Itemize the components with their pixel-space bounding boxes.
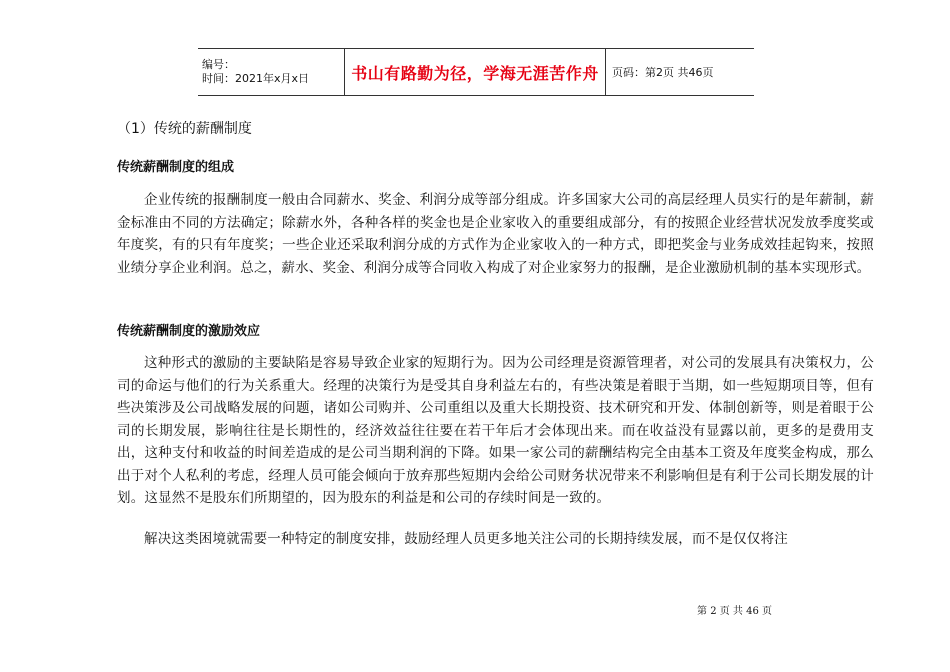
page-header — [198, 48, 754, 96]
document-number-label: 编号： — [202, 58, 235, 71]
header-meta — [198, 49, 345, 96]
header-page-info: 页码：第2页 共46页 — [606, 49, 755, 96]
composition-heading: 传统薪酬制度的组成 — [117, 160, 235, 175]
section-title: （1）传统的薪酬制度 — [117, 121, 252, 137]
page-footer: 第 2 页 共 46 页 — [697, 606, 772, 617]
incentive-heading: 传统薪酬制度的激励效应 — [117, 324, 261, 339]
incentive-paragraph-2: 解决这类困境就需要一种特定的制度安排，鼓励经理人员更多地关注公司的长期持续发展，而不是仅仅将注 — [144, 531, 788, 547]
header-motto: 书山有路勤为径，学海无涯苦作舟 — [345, 49, 606, 96]
document-time: 时间：2021年x月x日 — [202, 72, 310, 85]
composition-paragraph: 企业传统的报酬制度一般由合同薪水、奖金、利润分成等部分组成。许多国家大公司的高层经理人员实行的是年薪制，薪金标准由不同的方法确定；除薪水外，各种各样的奖金也是企业家收入的重要组成部分，有的按照企业经营状况发放季度奖或年度奖，有的只有年度奖；一些企业还采取利润分成的方式作为企业家收入的一种方式，即把奖金与业务成效挂起钩来，按照业绩分享企业利润。总之，薪水、奖金、利润分成等合同收入构成了对企业家努力的报酬，是企业激励机制的基本实现形式。 — [117, 192, 874, 276]
incentive-paragraph-1: 这种形式的激励的主要缺陷是容易导致企业家的短期行为。因为公司经理是资源管理者，对公司的发展具有决策权力，公司的命运与他们的行为关系重大。经理的决策行为是受其自身利益左右的，有些决策是着眼于当期，如一些短期项目等，但有些决策涉及公司战略发展的问题，诸如公司购并、公司重组以及重大长期投资、技术研究和开发、体制创新等，则是着眼于公司的长期发展，影响往往是长期性的，经济效益往往要在若干年后才会体现出来。而在收益没有显露以前，更多的是费用支出，这种支付和收益的时间差造成的是公司当期利润的下降。如果一家公司的薪酬结构完全由基本工资及年度奖金构成，那么出于对个人私利的考虑，经理人员可能会倾向于放弃那些短期内会给公司财务状况带来不利影响但是有利于公司长期发展的计划。这显然不是股东们所期望的，因为股东的利益是和公司的存续时间是一致的。 — [117, 355, 874, 506]
